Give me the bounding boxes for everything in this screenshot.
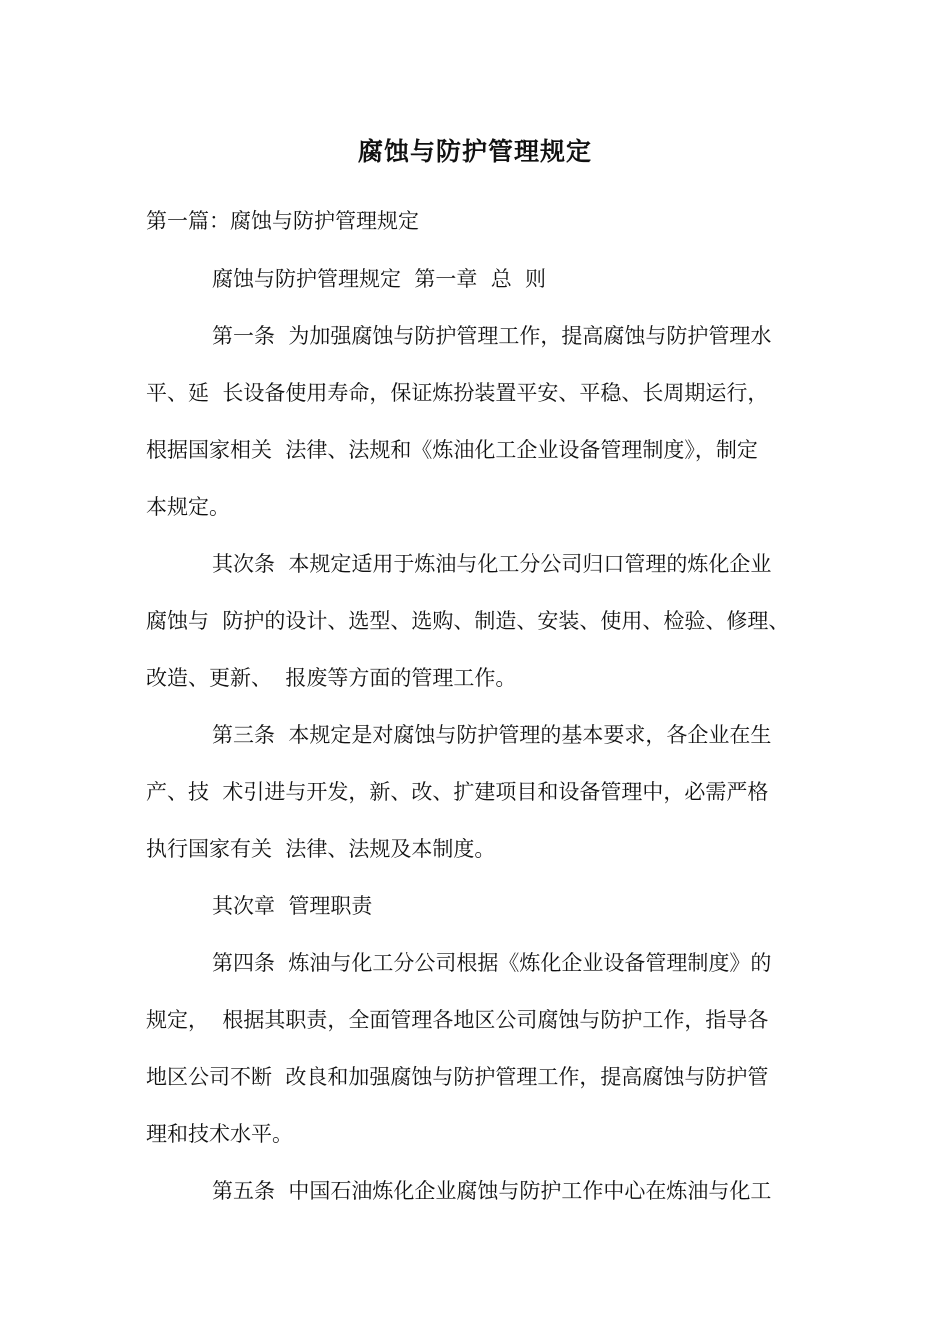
paragraph-line: 改造、更新、 报废等方面的管理工作。 [146, 666, 517, 690]
paragraph-line: 根据国家相关 法律、法规和《炼油化工企业设备管理制度》，制定 [146, 438, 758, 462]
paragraph-line: 理和技术水平。 [146, 1122, 293, 1146]
paragraph-line: 规定， 根据其职责，全面管理各地区公司腐蚀与防护工作，指导各 [146, 1008, 769, 1032]
paragraph-line: 第三条 本规定是对腐蚀与防护管理的基本要求，各企业在生 [212, 723, 772, 747]
page-title: 腐蚀与防护管理规定 [357, 137, 592, 166]
paragraph-line: 产、技 术引进与开发，新、改、扩建项目和设备管理中，必需严格 [146, 780, 769, 804]
paragraph-line: 第五条 中国石油炼化企业腐蚀与防护工作中心在炼油与化工 [212, 1179, 772, 1203]
paragraph-line: 第四条 炼油与化工分公司根据《炼化企业设备管理制度》的 [212, 951, 772, 975]
section-heading: 第一篇：腐蚀与防护管理规定 [146, 209, 419, 233]
paragraph-line: 本规定。 [146, 495, 230, 519]
chapter-heading: 腐蚀与防护管理规定 第一章 总 则 [212, 267, 547, 291]
paragraph-line: 其次条 本规定适用于炼油与化工分公司归口管理的炼化企业 [212, 552, 772, 576]
paragraph-line: 执行国家有关 法律、法规及本制度。 [146, 837, 496, 861]
paragraph-line: 地区公司不断 改良和加强腐蚀与防护管理工作，提高腐蚀与防护管 [146, 1065, 769, 1089]
chapter-heading: 其次章 管理职责 [212, 894, 373, 918]
paragraph-line: 腐蚀与 防护的设计、选型、选购、制造、安装、使用、检验、修理、 [146, 609, 790, 633]
paragraph-line: 平、延 长设备使用寿命，保证炼扮装置平安、平稳、长周期运行， [146, 381, 769, 405]
paragraph-line: 第一条 为加强腐蚀与防护管理工作，提高腐蚀与防护管理水 [212, 324, 772, 348]
